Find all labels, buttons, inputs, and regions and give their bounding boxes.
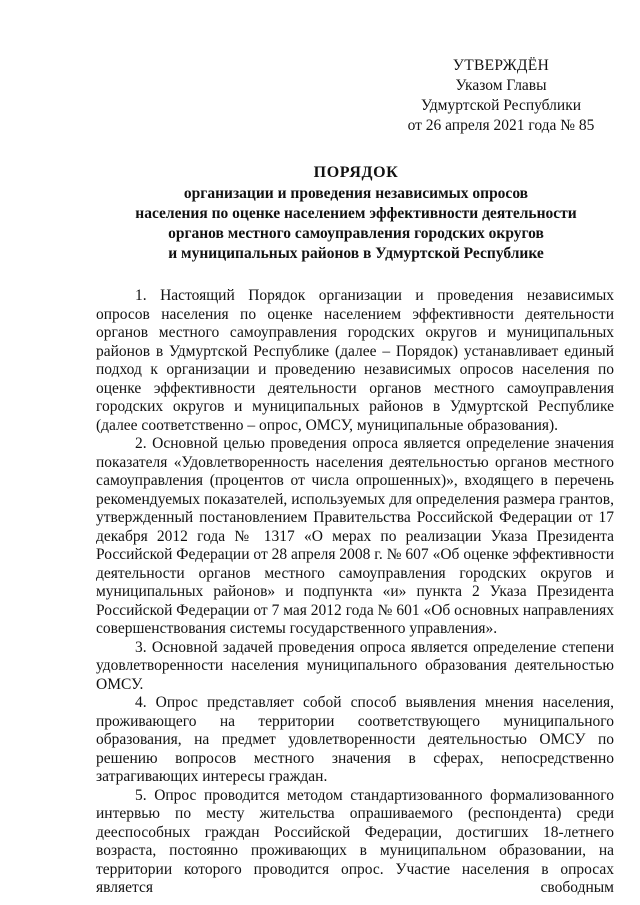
approval-label: УТВЕРЖДЁН xyxy=(452,57,550,74)
paragraph-3: 3. Основной задачей проведения опроса является определение степени удовлетворенности населения муниципального образования деятельностью ОМСУ. xyxy=(96,638,614,693)
title-heading: ПОРЯДОК xyxy=(313,164,399,181)
title-line-2: населения по оценке населением эффективности деятельности xyxy=(135,205,577,222)
document-body xyxy=(96,287,614,898)
title-line-1: организации и проведения независимых опросов xyxy=(183,185,529,202)
paragraph-4: 4. Опрос представляет собой способ выявления мнения населения, проживающего на территории соответствующего муниципального образования, на предмет удовлетворенности деятельностью ОМСУ по решению вопросов местного значения в сферах, непосредственно затрагивающих интересы граждан. xyxy=(96,694,614,785)
paragraph-2: 2. Основной целью проведения опроса является определение значения показателя «Удовлетворенность населения деятельностью органов местного самоуправления (процентов от числа опрошенных)», входящего в перечень рекомендуемых показателей, используемых для определения размера грантов, утвержденный постановлением Правительства Российской Федерации от 17 декабря 2012 года № 1317 «О мерах по реализации Указа Президента Российской Федерации от 28 апреля 2008 г. № 607 «Об оценке эффективности деятельности органов местного самоуправления городских округов и муниципальных районов» и подпункта «и» пункта 2 Указа Президента Российской Федерации от 7 мая 2012 года № 601 «Об основных направлениях совершенствования системы государственного управления». xyxy=(96,435,614,637)
document-title xyxy=(92,163,620,264)
paragraph-1: 1. Настоящий Порядок организации и проведения независимых опросов населения по оценке населением эффективности деятельности органов местного самоуправления городских округов и муниципальных районов в Удмуртской Республике (далее – Порядок) устанавливает единый подход к организации и проведению независимых опросов населения по оценке эффективности деятельности органов местного самоуправления городских округов и муниципальных районов в Удмуртской Республике (далее соответственно – опрос, ОМСУ, муниципальные образования). xyxy=(96,287,614,434)
approval-authority: Указом Главы xyxy=(455,77,547,94)
paragraph-5: 5. Опрос проводится методом стандартизованного формализованного интервью по месту жительства опрашиваемого (респондента) среди дееспособных граждан Российской Федерации, достигших 18-летнего возраста, постоянно проживающих в муниципальном образовании, на территории которого проводится опрос. Участие населения в опросах является свободным xyxy=(96,786,614,896)
title-line-3: органов местного самоуправления городских округов xyxy=(168,225,544,242)
title-line-4: и муниципальных районов в Удмуртской Республике xyxy=(168,245,544,262)
approval-date: от 26 апреля 2021 года № 85 xyxy=(407,117,595,134)
approval-republic: Удмуртской Республики xyxy=(420,97,582,114)
approval-stamp xyxy=(386,56,616,136)
